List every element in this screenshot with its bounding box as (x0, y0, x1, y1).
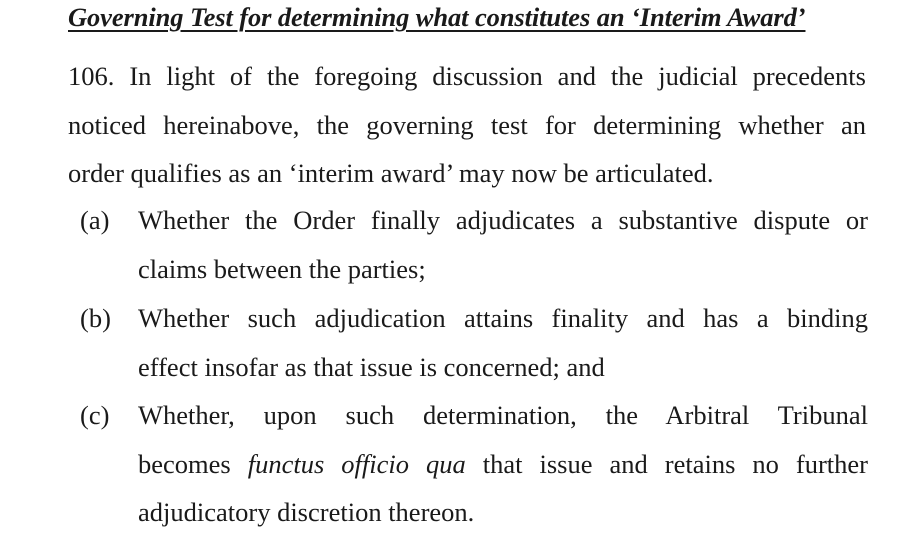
text-run: becomes (138, 448, 248, 479)
list-item-line: Whether the Order finally adjudicates a substantive dispute or (138, 205, 868, 235)
list-marker: (a) (80, 205, 110, 235)
list-item-line: Whether, upon such determination, the Arbitral Tribunal (138, 400, 868, 430)
list-item-body (138, 294, 868, 391)
paragraph-line: 106. In light of the foregoing discussion and the judicial precedents (68, 61, 866, 91)
latin-phrase: functus officio qua (247, 448, 466, 479)
text-run: that issue and retains no further (465, 448, 869, 479)
list-item-line (138, 440, 868, 489)
list-marker: (c) (80, 400, 110, 430)
list-item-line: adjudicatory discretion thereon. (138, 497, 475, 527)
list-marker: (b) (80, 303, 111, 333)
paragraph-106 (68, 52, 866, 198)
list-item-line: effect insofar as that issue is concerned; and (138, 351, 605, 382)
paragraph-line: order qualifies as an ‘interim award’ may now be articulated. (68, 158, 714, 188)
list-item-line: Whether such adjudication attains finality and has a binding (138, 303, 868, 333)
section-heading: Governing Test for determining what constitutes an ‘Interim Award’ (68, 2, 806, 32)
paragraph-line: noticed hereinabove, the governing test for determining whether an (68, 109, 866, 140)
list-item-line: claims between the parties; (138, 253, 426, 284)
list-item-body (138, 196, 868, 293)
list-item-body (138, 391, 868, 537)
